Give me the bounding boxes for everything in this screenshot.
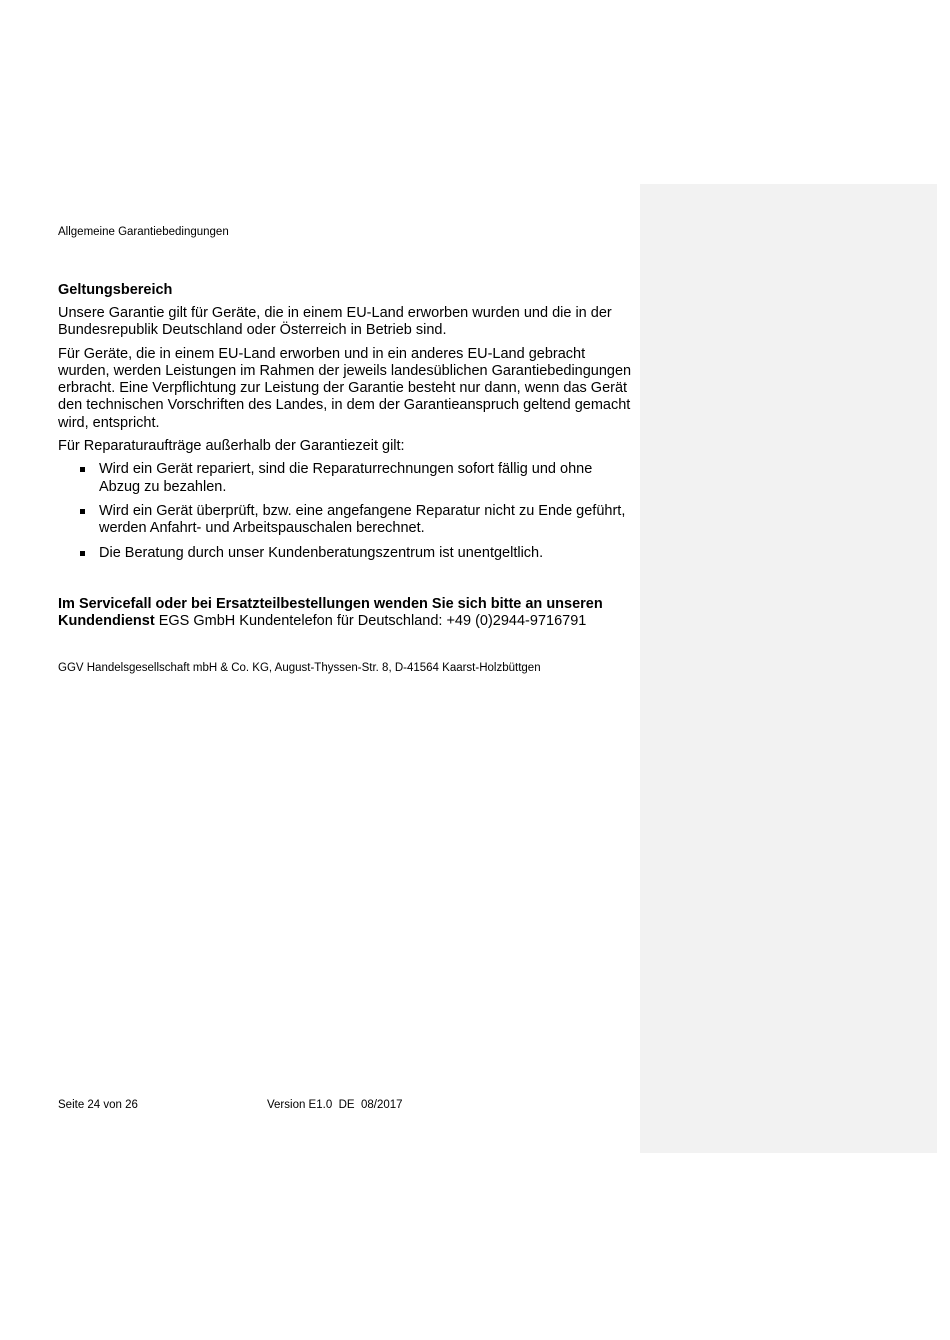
service-contact-phone: EGS GmbH Kundentelefon für Deutschland: +49 (0)2944-9716791: [154, 613, 587, 630]
document-header: Allgemeine Garantiebedingungen: [58, 226, 229, 238]
service-contact: [58, 596, 636, 631]
service-contact-heading: Im Servicefall oder bei Ersatzteilbestellungen wenden Sie sich bitte an unseren Kundendienst: [58, 596, 603, 630]
document-version: Version E1.0 DE 08/2017: [267, 1099, 403, 1111]
square-bullet-icon: [80, 509, 85, 514]
paragraph-repair-intro: Für Reparaturaufträge außerhalb der Garantiezeit gilt:: [58, 438, 405, 455]
square-bullet-icon: [80, 467, 85, 472]
warranty-section: [58, 281, 636, 569]
comment-margin-panel: [640, 184, 937, 1153]
paragraph-scope: Unsere Garantie gilt für Geräte, die in einem EU-Land erworben wurden und die in der Bundesrepublik Deutschland oder Österreich in Betrieb sind.: [58, 305, 612, 339]
page-number: Seite 24 von 26: [58, 1099, 138, 1111]
list-item: [58, 545, 636, 562]
paragraph-eu-countries: Für Geräte, die in einem EU-Land erworben und in ein anderes EU-Land gebracht wurden, werden Leistungen im Rahmen der jeweils landesüblichen Garantiebedingungen erbracht. Eine Verpflichtung zur Leistung der Garantie besteht nur dann, wenn das Gerät den technischen Vorschriften des Landes, in dem der Garantieanspruch geltend gemacht wird, entspricht.: [58, 345, 632, 431]
list-item-text: Wird ein Gerät repariert, sind die Reparaturrechnungen sofort fällig und ohne Abzug zu bezahlen.: [99, 461, 593, 495]
list-item: [58, 461, 636, 496]
square-bullet-icon: [80, 551, 85, 556]
list-item-text: Die Beratung durch unser Kundenberatungszentrum ist unentgeltlich.: [99, 544, 544, 561]
list-item: [58, 503, 636, 538]
repair-conditions-list: [58, 461, 636, 561]
section-title: Geltungsbereich: [58, 282, 173, 298]
list-item-text: Wird ein Gerät überprüft, bzw. eine angefangene Reparatur nicht zu Ende geführt, werden Anfahrt- und Arbeitspauschalen berechnet.: [99, 502, 626, 537]
company-address: GGV Handelsgesellschaft mbH & Co. KG, August-Thyssen-Str. 8, D-41564 Kaarst-Holzbüttgen: [58, 662, 541, 674]
